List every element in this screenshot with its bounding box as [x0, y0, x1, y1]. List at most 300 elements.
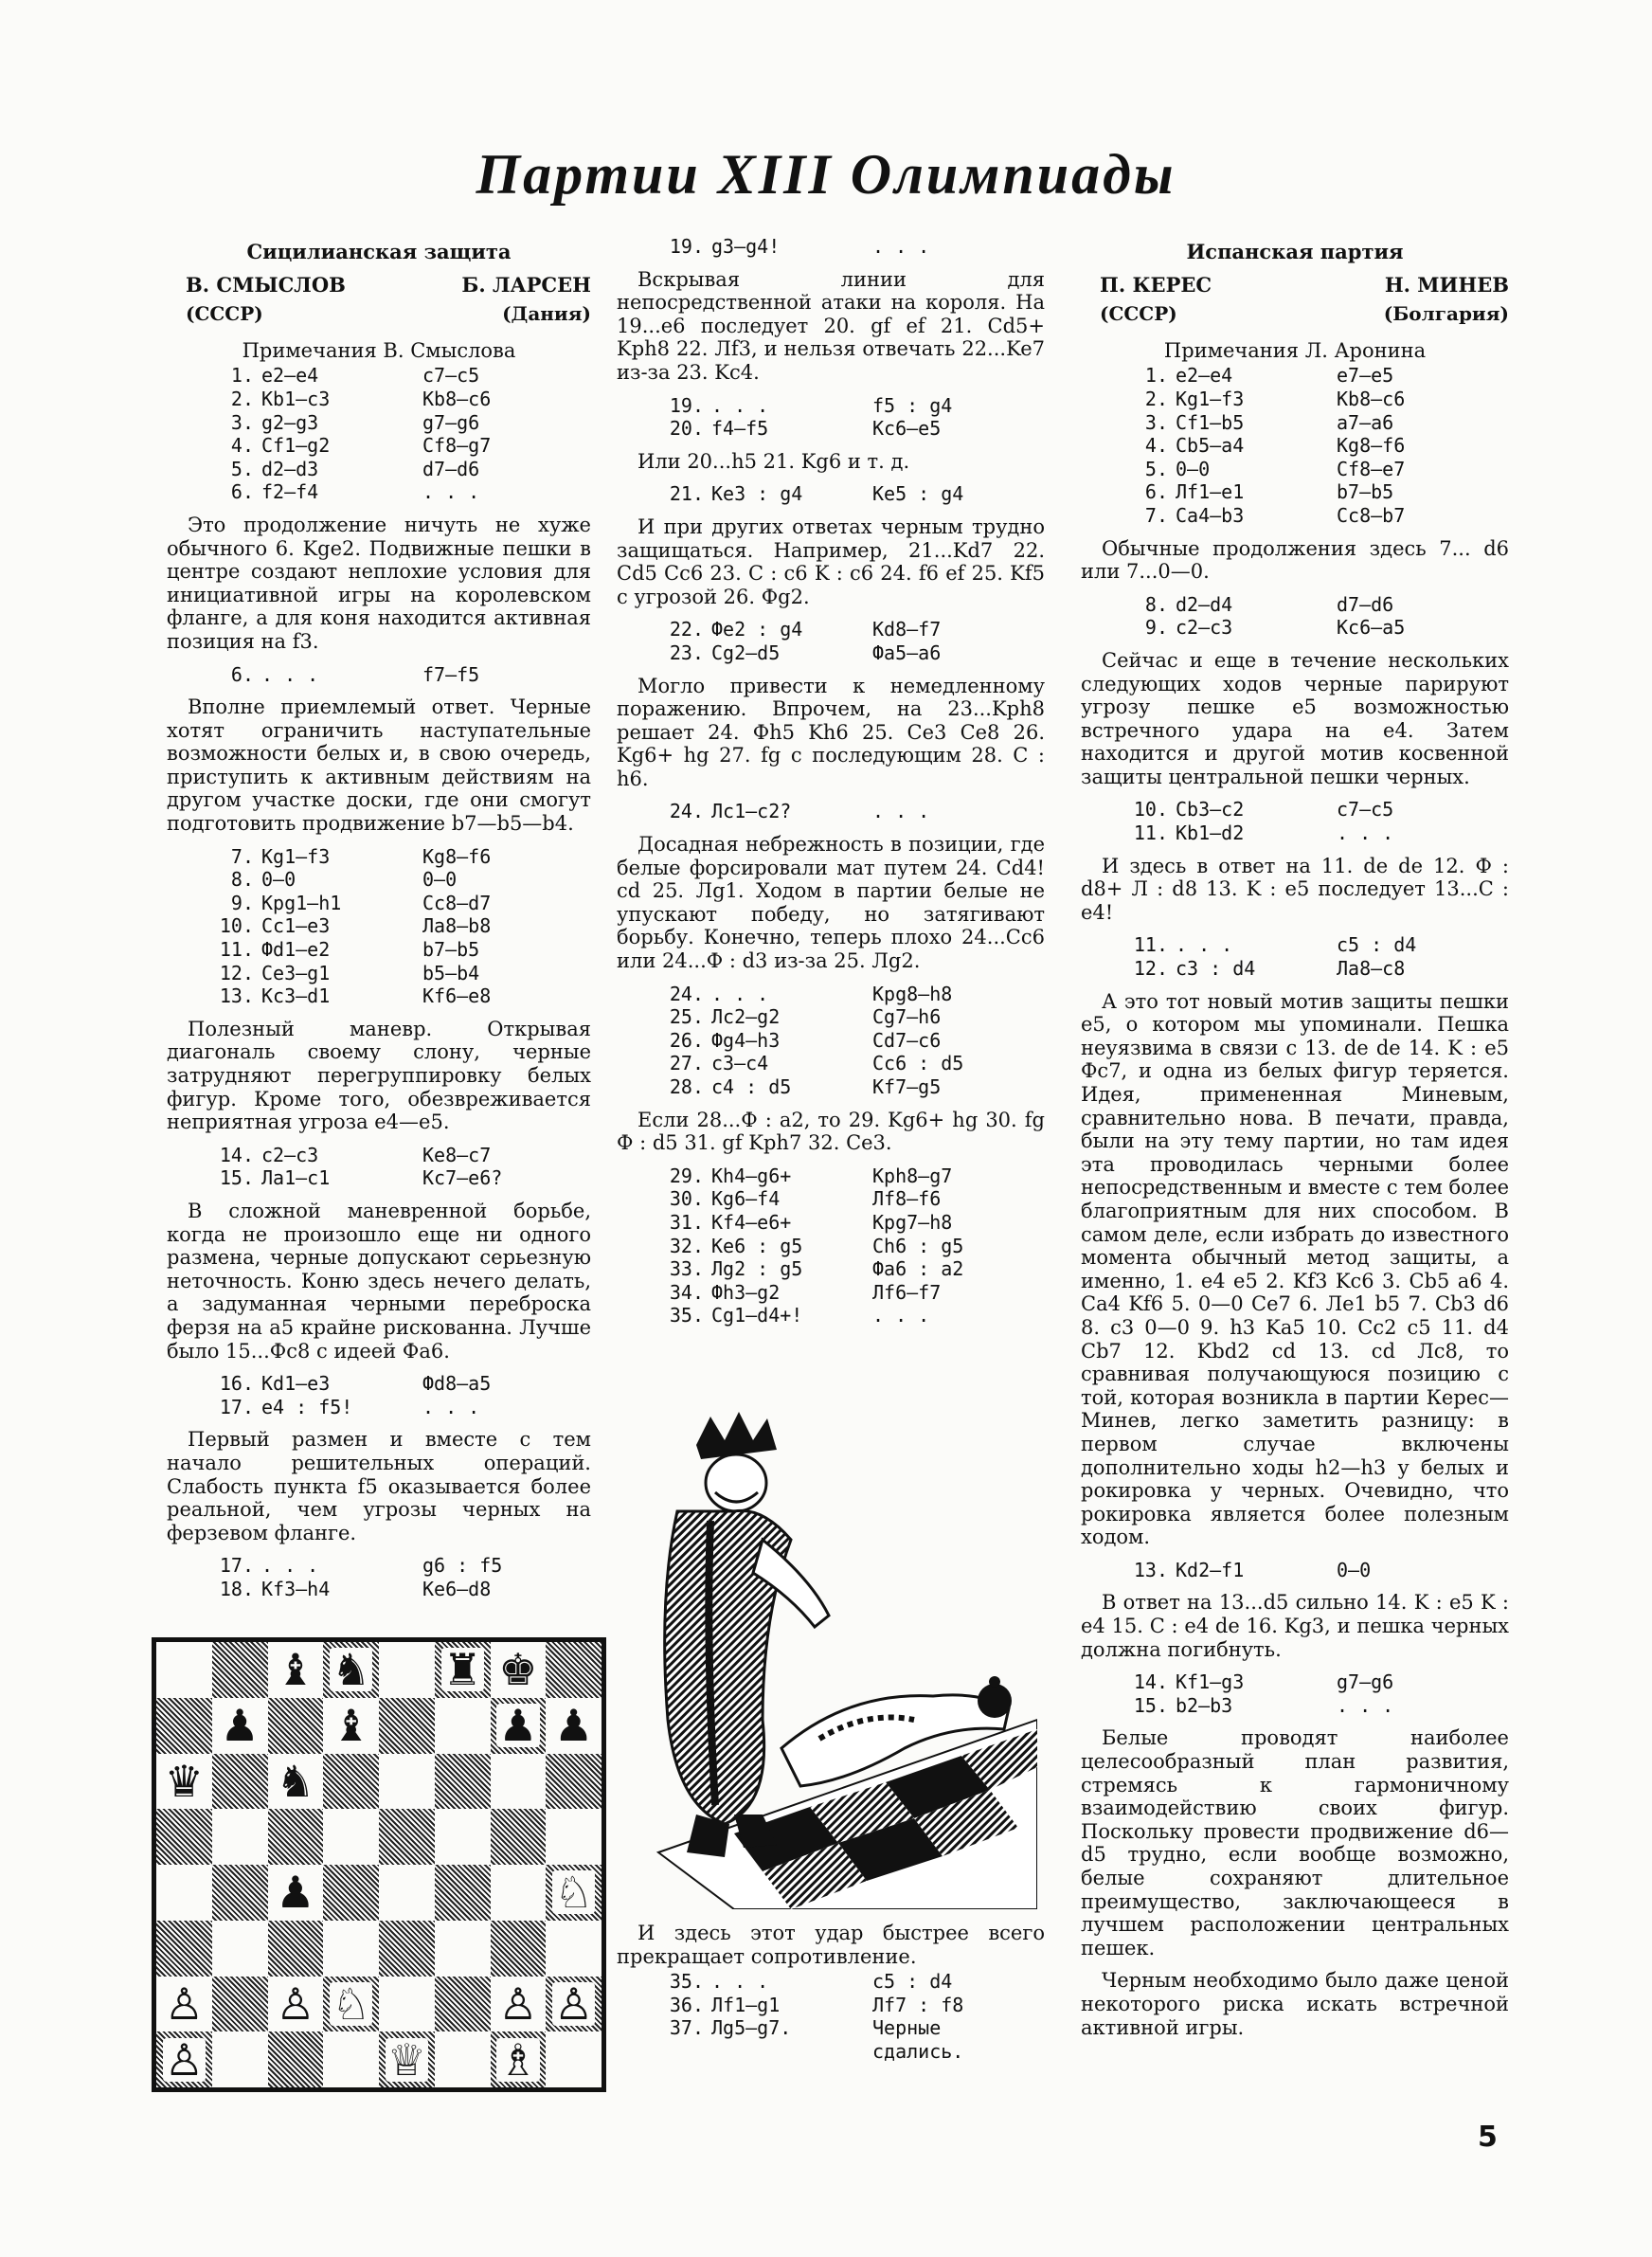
board-square: [435, 1809, 491, 1865]
page-number: 5: [1478, 2121, 1498, 2154]
white-move: Cf1—g2: [261, 434, 331, 458]
move-row: [1081, 593, 1509, 617]
board-square: [323, 2031, 379, 2087]
board-square: [546, 1865, 602, 1921]
game1-note: Это продолжение ничуть не хуже обычного 6. Kge2. Подвижные пешки в центре создают неплохие условия для инициативной игры на королевском фланге, а для коня находится активная позиция на f3.: [167, 513, 591, 653]
game2-note: Сейчас и еще в течение нескольких следующих ходов черные парируют угрозу пешке e5 возможностью встречного удара на e4. Затем находится и другой мотив косвенной защиты центральной пешки черных.: [1081, 648, 1509, 788]
move-row: [617, 1052, 1045, 1075]
game2-black-country: (Болгария): [1383, 302, 1509, 326]
move-row: [167, 663, 591, 687]
game1-black-country: (Дания): [502, 302, 591, 326]
game1-moves: [617, 394, 1045, 441]
board-square: [546, 1698, 602, 1754]
game2-moves: [1081, 593, 1509, 640]
move-number: 26.: [669, 1028, 704, 1052]
move-number: 8.: [1144, 592, 1168, 616]
board-square: [435, 1977, 491, 2032]
white-move: Лg2 : g5: [711, 1257, 803, 1281]
game2-moves: [1081, 798, 1509, 844]
move-number: 8.: [230, 868, 254, 892]
white-move: Kg1—f3: [261, 844, 331, 868]
black-move: Cc8—b7: [1337, 503, 1406, 527]
white-move: g3—g4!: [711, 235, 781, 258]
move-row: [617, 1257, 1045, 1281]
white-move: Kf4—e6+: [711, 1210, 792, 1234]
board-square: [268, 1865, 324, 1921]
move-row: [1081, 798, 1509, 822]
game1-note: Могло привести к немедленному поражению. Впрочем, на 23...Kph8 решает 24. Фh5 Kh6 25. Ce3 Ce8 26. Kg6+ hg 27. fg с последующим 28. C : h6.: [617, 674, 1045, 790]
board-square: [268, 1977, 324, 2032]
game1-note: В сложной маневренной борьбе, когда не произошло еще ни одного размена, черные допускают серьезную неточность. Коню здесь нечего делать, а задуманная черными переброска ферзя на a5 крайне рискованна. Лучше было 15...Фc8 с идеей Фа6.: [167, 1199, 591, 1363]
black-move: . . .: [422, 480, 480, 504]
black-move: . . .: [872, 800, 930, 823]
move-row: [1081, 933, 1509, 957]
black-move: Kpg8—h8: [872, 982, 953, 1005]
black-move: Лf8—f6: [872, 1187, 942, 1211]
game1-moves: [617, 618, 1045, 664]
move-number: 4.: [1144, 434, 1168, 458]
board-square: [323, 1921, 379, 1977]
board-square: [156, 1921, 212, 1977]
board-square: [435, 1921, 491, 1977]
move-row: [1081, 458, 1509, 481]
board-square: [435, 1754, 491, 1810]
chess-piece: ♟: [498, 1700, 538, 1752]
move-number: 7.: [1144, 503, 1168, 527]
board-square: [268, 1809, 324, 1865]
move-number: 15.: [219, 1166, 254, 1190]
move-row: [617, 1281, 1045, 1305]
move-number: 6.: [230, 480, 254, 504]
black-move: Лf7 : f8: [872, 1993, 964, 2016]
white-move: Фe2 : g4: [711, 618, 803, 641]
white-move: Kd2—f1: [1176, 1558, 1245, 1581]
black-move: Kc6—a5: [1337, 616, 1406, 640]
board-square: [156, 1754, 212, 1810]
game2-moves: [1081, 1670, 1509, 1717]
board-square: [156, 2031, 212, 2087]
white-move: Kb1—d2: [1176, 822, 1245, 845]
black-move: Ла8—c8: [1337, 957, 1406, 981]
black-move: Kpg7—h8: [872, 1210, 953, 1234]
move-row: [167, 1554, 591, 1578]
black-move: Kc6—e5: [872, 417, 942, 441]
move-row: [617, 1304, 1045, 1327]
move-row: [617, 1165, 1045, 1188]
board-square: [491, 1921, 547, 1977]
game1-white: В. СМЫСЛОВ: [186, 272, 346, 297]
black-move: Ke8—c7: [422, 1143, 492, 1166]
move-number: 29.: [669, 1164, 704, 1187]
black-move: b7—b5: [1337, 480, 1394, 504]
white-move: Лg5—g7.: [711, 2016, 792, 2040]
chess-piece: ♟: [276, 1867, 315, 1919]
black-move: Фа5—a6: [872, 641, 942, 664]
game2-notes-author: Примечания Л. Аронина: [1163, 338, 1427, 362]
black-move: Kph8—g7: [872, 1164, 953, 1187]
move-row: [1081, 411, 1509, 435]
move-number: 19.: [669, 235, 704, 258]
move-number: 11.: [1133, 933, 1168, 957]
move-number: 21.: [669, 482, 704, 506]
board-square: [491, 1754, 547, 1810]
game1-countries: [167, 302, 591, 326]
move-number: 6.: [1144, 480, 1168, 504]
chess-piece: ♚: [498, 1644, 538, 1696]
black-move: d7—d6: [1337, 592, 1394, 616]
move-row: [167, 480, 591, 504]
game2-white-country: (СССР): [1100, 302, 1177, 326]
black-move: Cd7—c6: [872, 1028, 942, 1052]
move-row: [617, 641, 1045, 665]
move-number: 23.: [669, 641, 704, 664]
game1-opening: Сицилианская защита: [246, 240, 512, 263]
move-row: [167, 984, 591, 1008]
board-square: [212, 1865, 268, 1921]
game1-final-moves: [617, 1970, 1045, 2063]
game1-moves: [617, 235, 1045, 259]
board-square: [268, 1698, 324, 1754]
move-number: 19.: [669, 393, 704, 417]
move-number: 14.: [219, 1143, 254, 1166]
move-row: [617, 1005, 1045, 1029]
chess-piece: ♘: [554, 1867, 594, 1919]
white-move: 0—0: [1176, 457, 1211, 480]
move-row: [617, 417, 1045, 441]
move-row: [617, 394, 1045, 418]
white-move: Cc1—e3: [261, 914, 331, 938]
move-number: 1.: [230, 364, 254, 388]
move-number: 3.: [230, 410, 254, 434]
move-number: 7.: [230, 844, 254, 868]
move-number: 13.: [219, 984, 254, 1008]
game1-moves: [167, 845, 591, 1008]
move-row: [167, 411, 591, 435]
board-square: [268, 1642, 324, 1698]
white-move: b2—b3: [1176, 1693, 1233, 1717]
black-move: Kf6—e8: [422, 984, 492, 1008]
game1-moves: [167, 364, 591, 504]
chess-piece: ♕: [386, 2033, 426, 2085]
black-move: . . .: [872, 235, 930, 258]
game2-note: В ответ на 13...d5 сильно 14. K : e5 K : e4 15. C : e4 de 16. Kg3, и пешка черных должна погибнуть.: [1081, 1591, 1509, 1661]
white-move: Ca4—b3: [1176, 503, 1245, 527]
black-move: f5 : g4: [872, 393, 953, 417]
board-square: [491, 2031, 547, 2087]
move-row: [1081, 822, 1509, 845]
move-row: [167, 1396, 591, 1419]
white-move: Kpg1—h1: [261, 891, 342, 914]
game1-moves: [617, 800, 1045, 823]
move-row: [1081, 480, 1509, 504]
board-square: [379, 1698, 435, 1754]
move-number: 36.: [669, 1993, 704, 2016]
board-square: [156, 1809, 212, 1865]
black-move: Kb8—c6: [1337, 387, 1406, 410]
board-square: [546, 1754, 602, 1810]
black-move: Cc6 : d5: [872, 1052, 964, 1075]
board-square: [212, 2031, 268, 2087]
move-number: 6.: [230, 662, 254, 686]
white-move: f2—f4: [261, 480, 319, 504]
board-square: [546, 1642, 602, 1698]
board-square: [323, 1865, 379, 1921]
black-move: Фа6 : a2: [872, 1257, 964, 1281]
chess-piece: ♙: [164, 2033, 204, 2085]
move-row: [167, 962, 591, 985]
move-row: [1081, 364, 1509, 388]
chess-piece: ♙: [164, 1977, 204, 2030]
move-row: [617, 1211, 1045, 1235]
game1-moves: [617, 482, 1045, 506]
white-move: . . .: [711, 1970, 769, 1994]
move-number: 9.: [230, 891, 254, 914]
move-row: [1081, 1670, 1509, 1694]
white-move: Cg2—d5: [711, 641, 781, 664]
game2-note: И здесь в ответ на 11. de de 12. Ф : d8+ Л : d8 13. K : e5 последует 13...C : e4!: [1081, 854, 1509, 924]
board-square: [379, 1977, 435, 2032]
move-row: [167, 1166, 591, 1190]
game2-countries: [1081, 302, 1509, 326]
move-number: 12.: [1133, 957, 1168, 981]
black-move: Лf6—f7: [872, 1280, 942, 1304]
white-move: d2—d3: [261, 457, 319, 480]
black-move: Ke6—d8: [422, 1577, 492, 1600]
board-square: [379, 1642, 435, 1698]
black-move: Ла8—b8: [422, 914, 492, 938]
move-row: [1081, 434, 1509, 458]
white-move: Ke3 : g4: [711, 482, 803, 506]
move-number: 9.: [1144, 616, 1168, 640]
move-row: [167, 892, 591, 915]
board-square: [491, 1642, 547, 1698]
column-3: [1081, 235, 1509, 2049]
black-move: Черные сдались.: [872, 2016, 964, 2063]
white-move: d2—d4: [1176, 592, 1233, 616]
game1-note: Вполне приемлемый ответ. Черные хотят ограничить наступательные возможности белых и, в свою очередь, приступить к активным действиям на другом участке доски, где они смогут подготовить продвижение b7—b5—b4.: [167, 695, 591, 836]
black-move: f7—f5: [422, 662, 480, 686]
move-row: [617, 1994, 1045, 2017]
white-move: Фh3—g2: [711, 1280, 781, 1304]
board-square: [379, 1754, 435, 1810]
white-move: Kf1—g3: [1176, 1670, 1245, 1694]
black-move: Cf8—e7: [1337, 457, 1406, 480]
chess-piece: ♛: [164, 1755, 204, 1807]
move-number: 10.: [219, 914, 254, 938]
board-square: [435, 2031, 491, 2087]
white-move: f4—f5: [711, 417, 769, 441]
black-move: Kc7—e6?: [422, 1166, 503, 1190]
chess-piece: ♞: [276, 1755, 315, 1807]
black-move: g7—g6: [1337, 1670, 1394, 1694]
move-number: 2.: [230, 387, 254, 410]
white-move: Фd1—e2: [261, 938, 331, 962]
move-number: 37.: [669, 2016, 704, 2040]
white-move: Лf1—e1: [1176, 480, 1245, 504]
move-number: 3.: [1144, 410, 1168, 434]
board-square: [212, 1642, 268, 1698]
white-move: Ke6 : g5: [711, 1234, 803, 1257]
white-move: Kh4—g6+: [711, 1164, 792, 1187]
game1-players: [167, 274, 591, 298]
move-number: 14.: [1133, 1670, 1168, 1694]
chess-diagram: [152, 1637, 606, 2092]
black-move: . . .: [1337, 822, 1394, 845]
board-square: [156, 1698, 212, 1754]
move-number: 15.: [1133, 1693, 1168, 1717]
move-row: [617, 235, 1045, 259]
board-square: [491, 1865, 547, 1921]
black-move: Cc8—d7: [422, 891, 492, 914]
move-row: [617, 1970, 1045, 1994]
white-move: Kc3—d1: [261, 984, 331, 1008]
board-square: [212, 1977, 268, 2032]
board-square: [156, 1977, 212, 2032]
board-square: [323, 1809, 379, 1865]
move-number: 34.: [669, 1280, 704, 1304]
move-number: 2.: [1144, 387, 1168, 410]
king-cartoon-illustration: [620, 1407, 1037, 1909]
move-number: 28.: [669, 1075, 704, 1098]
black-move: 0—0: [1337, 1558, 1372, 1581]
black-move: Kd8—f7: [872, 618, 942, 641]
board-square: [379, 2031, 435, 2087]
black-move: . . .: [872, 1304, 930, 1327]
white-move: Лc2—g2: [711, 1005, 781, 1029]
white-move: Kg6—f4: [711, 1187, 781, 1211]
move-number: 5.: [230, 457, 254, 480]
black-move: Kg8—f6: [1337, 434, 1406, 458]
white-move: Kb1—c3: [261, 387, 331, 410]
move-number: 27.: [669, 1052, 704, 1075]
column-1: [167, 235, 591, 1610]
board-square: [546, 1809, 602, 1865]
move-row: [617, 1075, 1045, 1099]
chess-piece: ♗: [498, 2033, 538, 2085]
board-square: [212, 1754, 268, 1810]
board-square: [435, 1642, 491, 1698]
game1-white-country: (СССР): [186, 302, 263, 326]
black-move: a7—a6: [1337, 410, 1394, 434]
move-number: 13.: [1133, 1558, 1168, 1581]
move-number: 24.: [669, 982, 704, 1005]
white-move: c2—c3: [261, 1143, 319, 1166]
move-row: [1081, 957, 1509, 981]
chess-piece: ♝: [332, 1700, 371, 1752]
white-move: . . .: [711, 393, 769, 417]
board-square: [323, 1642, 379, 1698]
black-move: . . .: [422, 1395, 480, 1418]
move-number: 20.: [669, 417, 704, 441]
game1-note: И при других ответах черным трудно защищаться. Например, 21...Kd7 22. Cd5 Cc6 23. C : c6 K : c6 24. f6 ef 25. Kf5 с угрозой 26. Фg2.: [617, 515, 1045, 608]
chess-piece: ♙: [276, 1977, 315, 2030]
game2-black: Н. МИНЕВ: [1384, 272, 1509, 297]
chess-piece: ♞: [332, 1644, 371, 1696]
move-number: 11.: [219, 938, 254, 962]
white-move: 0—0: [261, 868, 296, 892]
game1-note: Или 20...h5 21. Kg6 и т. д.: [637, 449, 910, 473]
game1-moves: [167, 1554, 591, 1600]
black-move: Cf8—g7: [422, 434, 492, 458]
board-square: [491, 1698, 547, 1754]
move-row: [167, 1372, 591, 1396]
board-square: [491, 1977, 547, 2032]
board-square: [379, 1865, 435, 1921]
black-move: g7—g6: [422, 410, 480, 434]
move-row: [167, 1578, 591, 1601]
white-move: Cg1—d4+!: [711, 1304, 803, 1327]
move-row: [617, 800, 1045, 823]
move-row: [167, 364, 591, 388]
move-row: [1081, 616, 1509, 640]
board-square: [212, 1698, 268, 1754]
move-row: [1081, 388, 1509, 411]
move-row: [617, 983, 1045, 1006]
game1-notes-author: Примечания В. Смыслова: [242, 338, 516, 362]
white-move: Ла1—c1: [261, 1166, 331, 1190]
game2-players: [1081, 274, 1509, 298]
white-move: Cb5—a4: [1176, 434, 1245, 458]
move-row: [1081, 504, 1509, 528]
game1-moves: [617, 983, 1045, 1099]
column-2: [617, 235, 1045, 1337]
move-row: [617, 1235, 1045, 1258]
board-square: [268, 2031, 324, 2087]
move-number: 11.: [1133, 822, 1168, 845]
white-move: Cb3—c2: [1176, 798, 1245, 822]
game1-moves: [167, 1372, 591, 1418]
black-move: . . .: [1337, 1693, 1394, 1717]
move-row: [1081, 1559, 1509, 1582]
board-square: [491, 1809, 547, 1865]
move-row: [617, 1029, 1045, 1053]
game2-opening: Испанская партия: [1186, 240, 1404, 263]
black-move: Kb8—c6: [422, 387, 492, 410]
game1-note: И здесь этот удар быстрее всего прекращает сопротивление.: [617, 1922, 1045, 1968]
move-row: [617, 618, 1045, 641]
black-move: Ke5 : g4: [872, 482, 964, 506]
move-row: [617, 482, 1045, 506]
game1-note: Досадная небрежность в позиции, где белые форсировали мат путем 24. Cd4! cd 25. Лg1. Ходом в партии белые не упускают победу, но затягивают борьбу. Конечно, теперь плохо 24...Cc6 или 24...Ф : d3 из-за 25. Лg2.: [617, 833, 1045, 973]
move-row: [167, 458, 591, 481]
move-row: [167, 868, 591, 892]
black-move: c7—c5: [422, 364, 480, 388]
black-move: Фd8—a5: [422, 1372, 492, 1396]
move-number: 24.: [669, 800, 704, 823]
black-move: b7—b5: [422, 938, 480, 962]
game2-white: П. КЕРЕС: [1100, 272, 1212, 297]
move-number: 32.: [669, 1234, 704, 1257]
black-move: c7—c5: [1337, 798, 1394, 822]
standing-king-figure: [665, 1412, 829, 1857]
white-move: . . .: [711, 982, 769, 1005]
game1-black: Б. ЛАРСЕН: [461, 272, 591, 297]
move-number: 5.: [1144, 457, 1168, 480]
black-move: e7—e5: [1337, 364, 1394, 388]
game2-note: Черным необходимо было даже ценой некоторого риска искать встречной активной игры.: [1081, 1969, 1509, 2039]
chess-piece: ♙: [498, 1977, 538, 2030]
move-number: 17.: [219, 1395, 254, 1418]
move-number: 35.: [669, 1970, 704, 1994]
board-square: [268, 1921, 324, 1977]
move-row: [167, 845, 591, 869]
chess-piece: ♙: [554, 1977, 594, 2030]
game1-moves: [167, 663, 591, 687]
black-move: g6 : f5: [422, 1554, 503, 1578]
black-move: c5 : d4: [1337, 933, 1417, 957]
move-row: [167, 938, 591, 962]
white-move: Kg1—f3: [1176, 387, 1245, 410]
